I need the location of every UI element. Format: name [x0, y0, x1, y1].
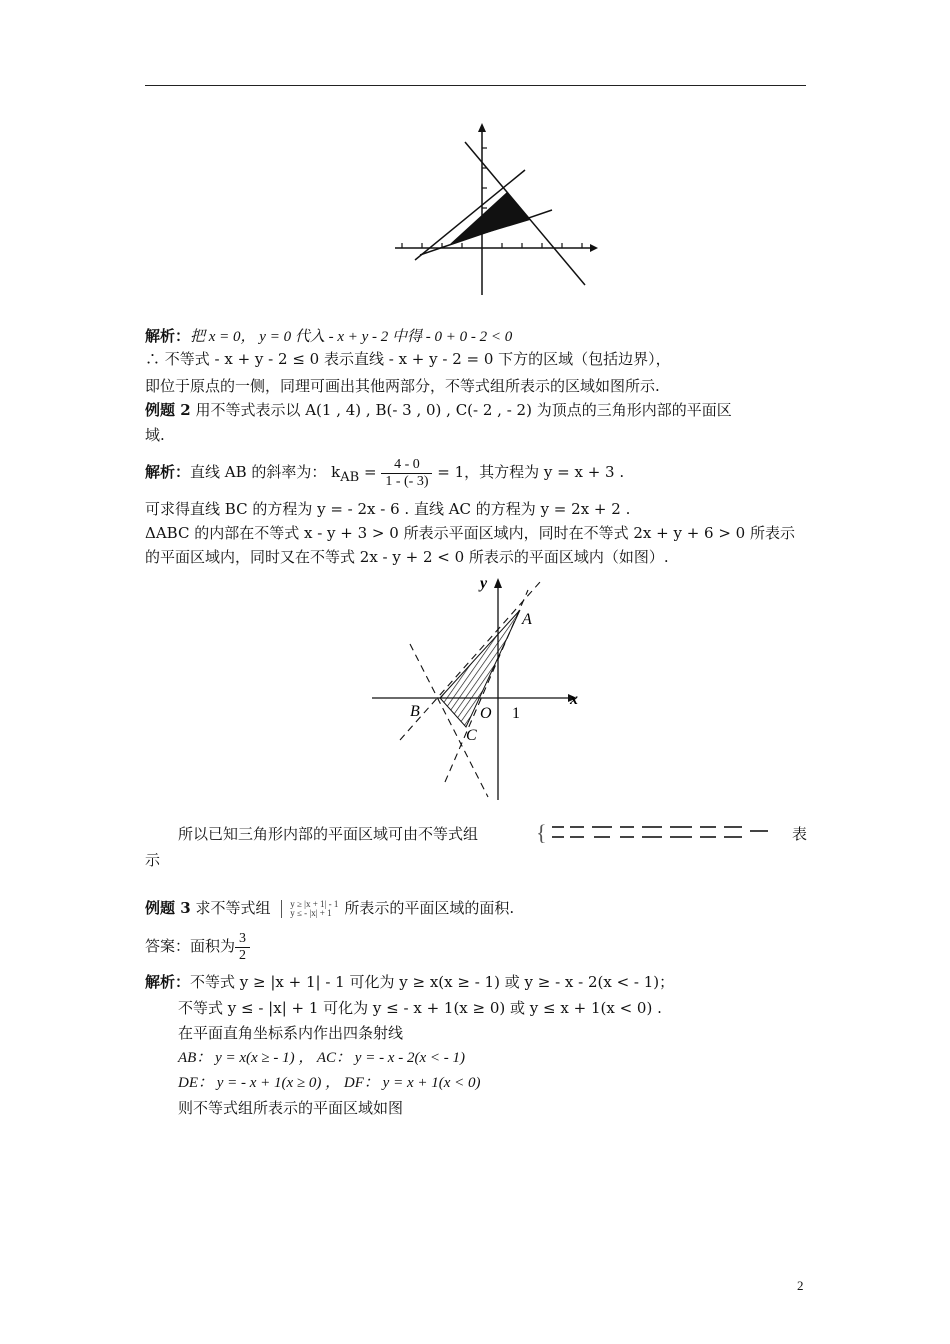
line-6-sub: AB [340, 470, 360, 485]
line-6-post: = 1，其方程为 y = x + 3 . [432, 463, 625, 481]
label-analysis-2: 解析： [145, 463, 191, 481]
line-12-post: 所表示的平面区域的面积. [344, 899, 515, 917]
line-6-pre: 直线 AB 的斜率为： k [190, 463, 341, 481]
figure-1-y-arrow [478, 123, 486, 132]
line-18 [178, 1072, 481, 1093]
line-14-text: 不等式 y ≥ |x + 1| - 1 可化为 y ≥ x(x ≥ - 1) 或 y ≥ - x - 2(x < - 1)； [190, 973, 675, 991]
line-11-text: 示 [145, 851, 161, 869]
line-1 [145, 326, 512, 347]
line-19-text: 则不等式组所表示的平面区域如图 [178, 1099, 404, 1117]
page-number: 2 [797, 1278, 804, 1293]
inequality-system-garbled [536, 820, 781, 846]
line-6-eq: = [359, 463, 382, 481]
line-19 [178, 1098, 403, 1118]
figure-2-label-x: x [570, 691, 578, 708]
label-analysis-1: 解析： [145, 327, 191, 345]
figure-2-triangle-plot [370, 572, 585, 804]
line-15 [178, 998, 662, 1018]
line-3 [145, 376, 660, 396]
inequality-system-example-3 [281, 900, 338, 918]
svg-text:{: { [536, 820, 547, 845]
figure-2-y-arrow [494, 578, 502, 588]
line-12 [145, 898, 514, 918]
line-6 [145, 452, 624, 498]
line-13-pre: 答案：面积为 [145, 937, 236, 955]
figure-2-label-b: B [410, 703, 420, 720]
figure-2-label-y: y [480, 575, 488, 592]
line-10 [178, 824, 478, 844]
line-10-end [792, 824, 807, 844]
header-rule [145, 85, 806, 86]
area-fraction [235, 931, 250, 964]
figure-2-label-c: C [466, 727, 477, 744]
line-7-text: 可求得直线 BC 的方程为 y = - 2x - 6 . 直线 AC 的方程为 y = 2x + 2 . [145, 500, 631, 518]
line-10-post: 表 [792, 825, 808, 843]
figure-2-label-a: A [522, 611, 532, 628]
line-12-pre: 求不等式组 [190, 899, 271, 917]
line-18-text: DE： y = - x + 1(x ≥ 0) ， DF： y = x + 1(x < 0) [178, 1075, 481, 1091]
line-16 [178, 1023, 403, 1043]
line-3-text: 即位于原点的一侧，同理可画出其他两部分，不等式组所表示的区域如图所示. [145, 377, 660, 395]
line-17 [178, 1047, 465, 1068]
system-line-2: y ≤ - |x| + 1 [290, 908, 332, 918]
line-5 [145, 425, 165, 445]
line-2-text: ∴ 不等式 - x + y - 2 ≤ 0 表示直线 - x + y - 2 = 0 下方的区域（包括边界）， [145, 350, 671, 368]
label-example-2: 例题 2 [145, 401, 191, 419]
line-14 [145, 972, 674, 992]
line-9-text: 的平面区域内，同时又在不等式 2x - y + 2 < 0 所表示的平面区域内（如图）. [145, 548, 669, 566]
line-2 [145, 349, 671, 369]
figure-1-line-1 [465, 142, 585, 285]
line-4 [145, 400, 732, 420]
label-analysis-3: 解析： [145, 973, 191, 991]
line-5-text: 域. [145, 426, 165, 444]
line-15-text: 不等式 y ≤ - |x| + 1 可化为 y ≤ - x + 1(x ≥ 0) 或 y ≤ x + 1(x < 0) . [178, 999, 662, 1017]
line-13 [145, 928, 250, 964]
slope-numerator: 4 - 0 [381, 457, 432, 474]
line-17-text: AB： y = x(x ≥ - 1) ， AC： y = - x - 2(x < - 1) [178, 1050, 465, 1066]
area-denominator: 2 [239, 947, 247, 963]
slope-denominator: 1 - (- 3) [385, 473, 429, 489]
line-8-text: ΔABC 的内部在不等式 x - y + 3 > 0 所表示平面区域内，同时在不等式 2x + y + 6 > 0 所表示 [145, 524, 795, 542]
label-example-3: 例题 3 [145, 899, 191, 917]
line-9 [145, 547, 669, 567]
line-10-pre: 所以已知三角形内部的平面区域可由不等式组 [178, 825, 479, 843]
slope-fraction [381, 457, 432, 490]
figure-2-label-o: O [480, 705, 492, 722]
line-8 [145, 523, 795, 543]
line-4-text: 用不等式表示以 A(1 , 4) , B(- 3 , 0) , C(- 2 , - 2) 为顶点的三角形内部的平面区 [190, 401, 732, 419]
figure-1-x-arrow [590, 244, 598, 252]
line-7 [145, 499, 630, 519]
line-1-text: 把 x = 0， y = 0 代入 - x + y - 2 中得 - 0 + 0 - 2 < 0 [190, 329, 513, 345]
figure-2-label-1: 1 [512, 705, 520, 722]
figure-1-shaded-region [450, 192, 530, 244]
figure-1-region-plot [390, 120, 600, 300]
line-11 [145, 850, 160, 870]
line-16-text: 在平面直角坐标系内作出四条射线 [178, 1024, 404, 1042]
system-line-1: y ≥ |x + 1| - 1 [290, 899, 339, 909]
area-numerator: 3 [235, 931, 250, 948]
